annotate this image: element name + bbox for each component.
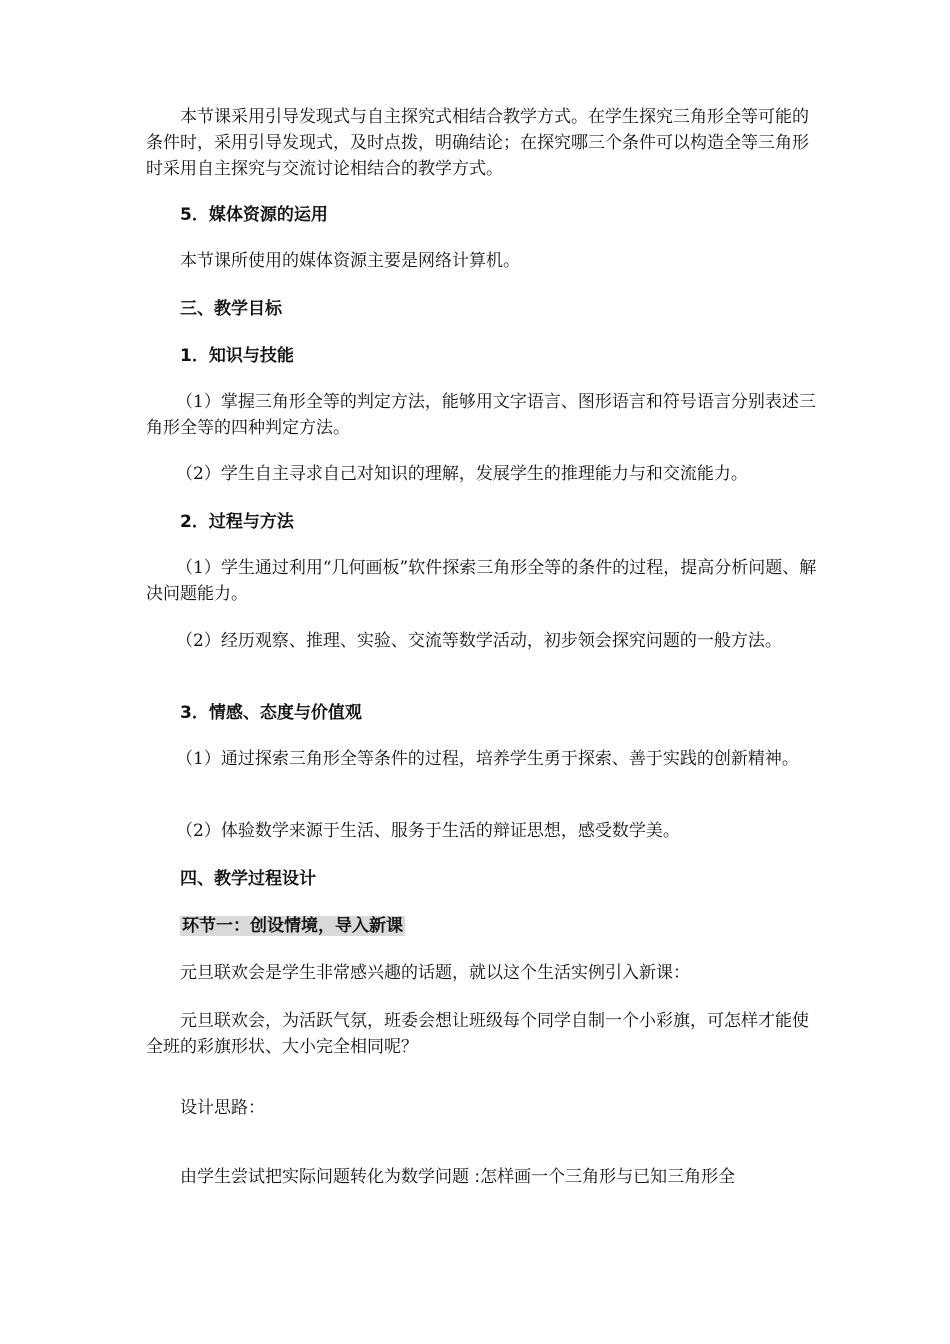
paragraph-emotion-2: （2）体验数学来源于生活、服务于生活的辩证思想，感受数学美。: [176, 821, 680, 841]
heading-step-one: [180, 913, 405, 939]
paragraph-knowledge-1: （1）掌握三角形全等的判定方法，能够用文字语言、图形语言和符号语言分别表述三角形全等的四种判定方法。: [146, 392, 816, 438]
heading-emotion-attitude: 3．情感、态度与价值观: [180, 703, 362, 723]
heading-process-design: 四、教学过程设计: [180, 869, 316, 889]
paragraph-process-2: （2）经历观察、推理、实验、交流等数学活动，初步领会探究问题的一般方法。: [176, 631, 782, 651]
heading-teaching-goals: 三、教学目标: [180, 299, 282, 319]
step-one-highlight: 环节一：创设情境，导入新课: [182, 916, 403, 936]
paragraph-design-idea: 由学生尝试把实际问题转化为数学问题 :怎样画一个三角形与已知三角形全: [180, 1167, 736, 1187]
paragraph-process-1: （1）学生通过利用“几何画板”软件探索三角形全等的条件的过程，提高分析问题、解决问题能力。: [146, 558, 817, 604]
paragraph-knowledge-2: （2）学生自主寻求自己对知识的理解，发展学生的推理能力与和交流能力。: [176, 464, 748, 484]
heading-process-methods: 2．过程与方法: [180, 512, 294, 532]
paragraph-step-one-intro: 元旦联欢会是学生非常感兴趣的话题，就以这个生活实例引入新课：: [180, 963, 690, 983]
design-idea-label: 设计思路：: [180, 1098, 265, 1118]
heading-media-resources: 5．媒体资源的运用: [180, 205, 328, 225]
paragraph-emotion-1: （1）通过探索三角形全等条件的过程，培养学生勇于探索、善于实践的创新精神。: [176, 749, 799, 769]
paragraph-step-one-question: 元旦联欢会，为活跃气氛，班委会想让班级每个同学自制一个小彩旗，可怎样才能使全班的彩旗形状、大小完全相同呢？: [146, 1011, 809, 1057]
paragraph-teaching-method: 本节课采用引导发现式与自主探究式相结合教学方式。在学生探究三角形全等可能的条件时，采用引导发现式，及时点拨，明确结论；在探究哪三个条件可以构造全等三角形时采用自主探究与交流讨论相结合的教学方式。: [146, 107, 809, 179]
paragraph-media-resources: 本节课所使用的媒体资源主要是网络计算机。: [180, 251, 520, 271]
heading-knowledge-skills: 1．知识与技能: [180, 346, 294, 366]
